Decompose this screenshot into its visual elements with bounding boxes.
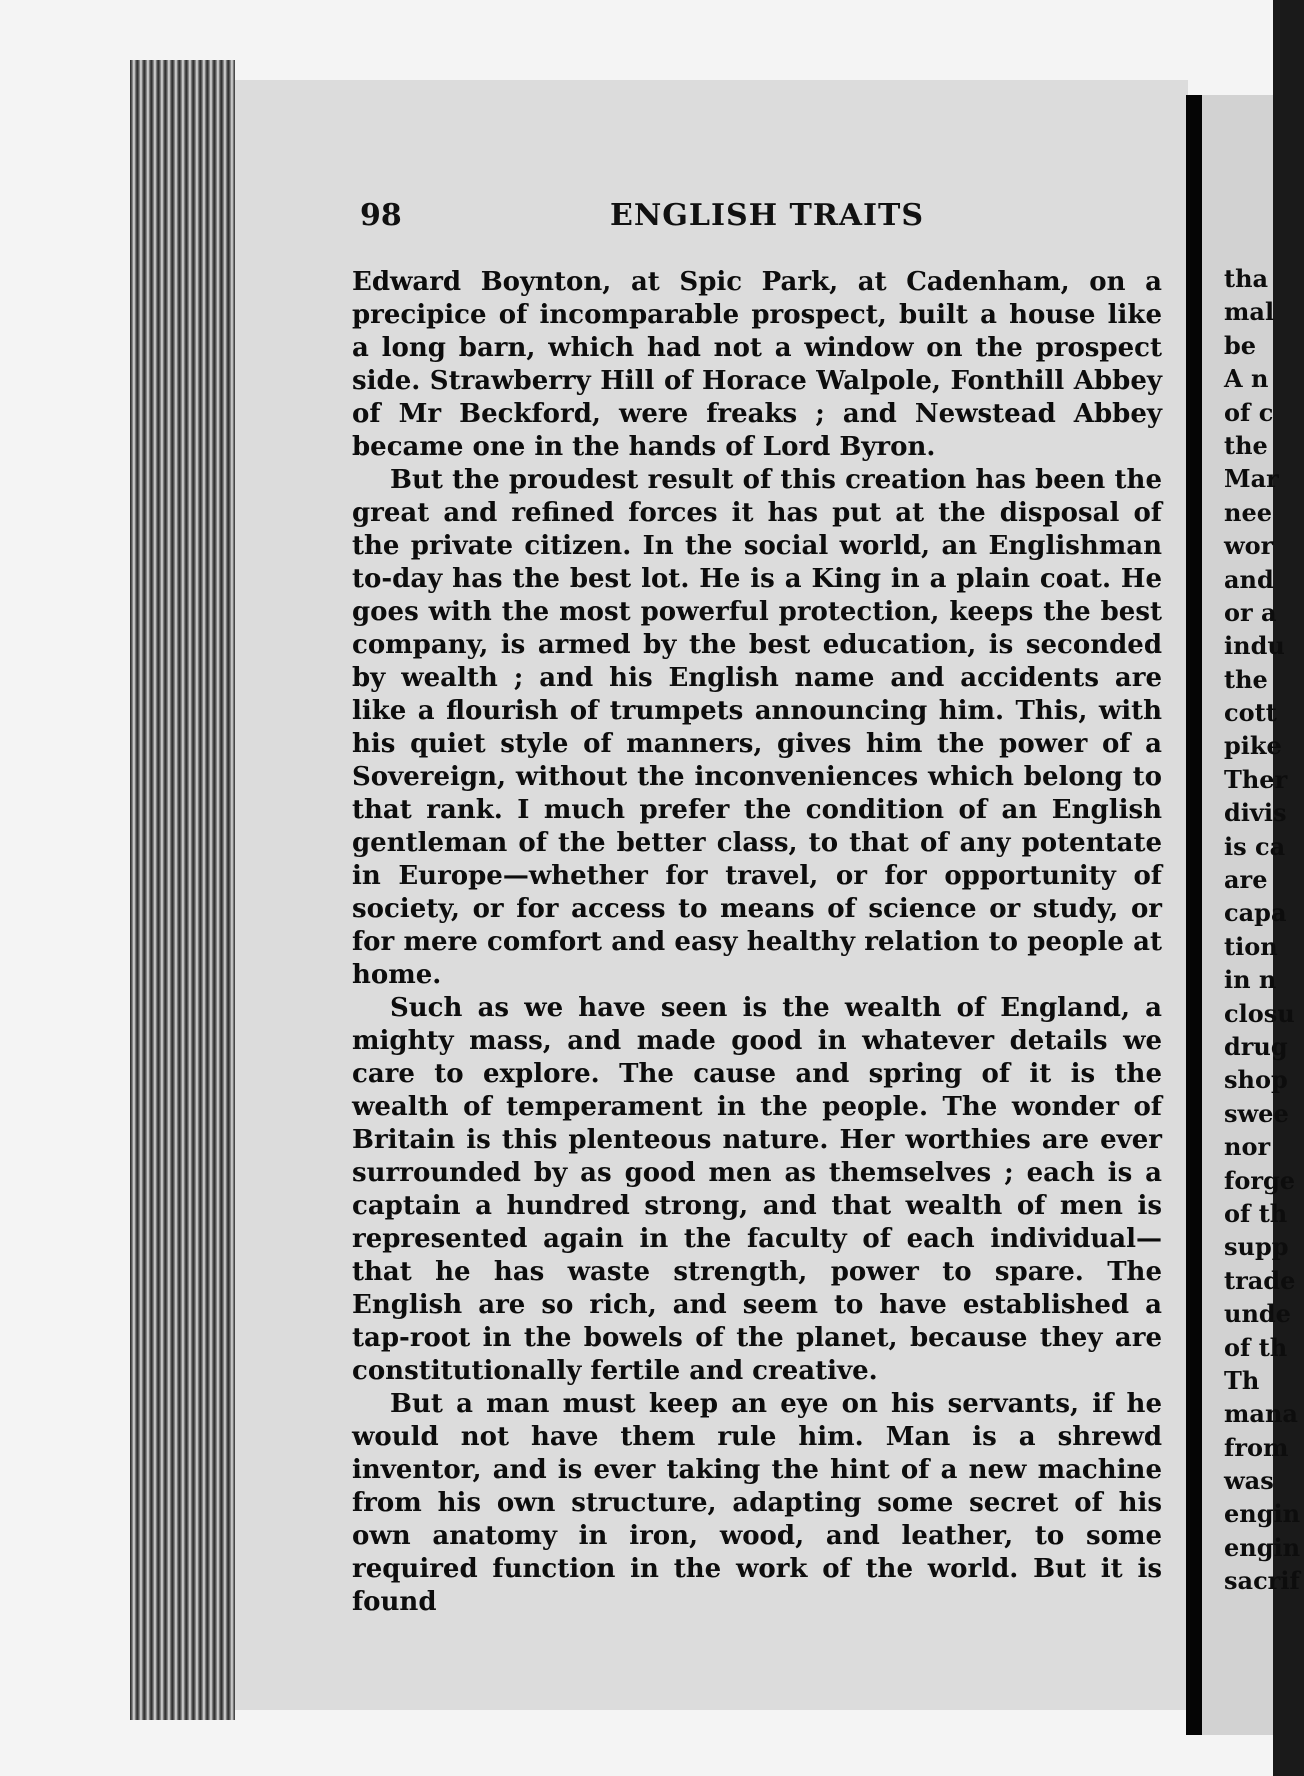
facing-page-line: shop [1224, 1065, 1288, 1095]
paragraph: But the proudest result of this creation has been the great and refined forces it has put at the disposal of the private citizen. In the social world, an Englishman to-day has the best lot. He is a King in a plain coat. He goes with the most powerful protection, keeps the best company, is armed by the best education, is seconded by wealth ; and his English name and accidents are like a flourish of trumpets announcing him. This, with his quiet style of manners, gives him the power of a Sovereign, without the inconveniences which belong to that rank. I much prefer the condition of an English gentleman of the better class, to that of any potentate in Europe—whether for travel, or for opportunity of society, or for access to means of science or study, or for mere comfort and easy healthy relation to people at home. [352, 465, 1162, 990]
facing-page-line: or a [1224, 597, 1277, 627]
page-edge-shading [130, 60, 235, 1720]
facing-page-line: nor [1224, 1132, 1271, 1162]
facing-page-line: sacrif [1224, 1566, 1300, 1596]
body-text [352, 266, 1162, 1619]
facing-page-line: in n [1224, 965, 1277, 995]
paragraph: Such as we have seen is the wealth of England, a mighty mass, and made good in whatever details we care to explore. The cause and spring of it is the wealth of temperament in the people. The wonder of Britain is this plenteous nature. Her worthies are ever surrounded by as good men as themselves ; each is a captain a hundred strong, and that wealth of men is represented again in the faculty of each individual—that he has waste strength, power to spare. The English are so rich, and seem to have established a tap-root in the bowels of the planet, because they are constitutionally fertile and creative. [352, 993, 1162, 1386]
facing-page-line: of th [1224, 1332, 1288, 1362]
facing-page-line: of c [1224, 397, 1274, 427]
facing-page-line: closu [1224, 998, 1295, 1028]
facing-page-line: are [1224, 865, 1268, 895]
facing-page-line: was [1224, 1466, 1274, 1496]
facing-page-line: indu [1224, 631, 1285, 661]
facing-page-line: tion [1224, 931, 1278, 961]
facing-page-line: tha [1224, 264, 1269, 293]
paragraph: But a man must keep an eye on his servants, if he would not have them rule him. Man is a shrewd inventor, and is ever taking the hint of a new machine from his own structure, adapting some secret of his own anatomy in iron, wood, and leather, to some required function in the work of the world. But it is found [352, 1389, 1162, 1617]
facing-page-line: nee [1224, 497, 1272, 527]
facing-page-line: capa [1224, 898, 1287, 928]
facing-page-line: pike [1224, 731, 1282, 761]
facing-page-line: be [1224, 330, 1257, 360]
facing-page-line: engin [1224, 1532, 1301, 1562]
facing-page-line: mal [1224, 297, 1275, 327]
facing-page-line: the [1224, 430, 1268, 460]
facing-page-line: swee [1224, 1098, 1289, 1128]
facing-page-line: divis [1224, 798, 1287, 828]
facing-page-line: Th [1224, 1365, 1260, 1395]
facing-page-text [1224, 262, 1304, 1598]
facing-page-line: unde [1224, 1299, 1291, 1329]
book-title: ENGLISH TRAITS [610, 198, 925, 233]
facing-page-line: and [1224, 564, 1274, 594]
facing-page-line: of th [1224, 1198, 1288, 1228]
book-spine [1186, 95, 1202, 1735]
facing-page-line: forge [1224, 1165, 1296, 1195]
facing-page-line: wor [1224, 531, 1274, 561]
facing-page-line: A n [1224, 364, 1269, 394]
facing-page-line: Ther [1224, 764, 1288, 794]
facing-page-line: from [1224, 1432, 1289, 1462]
facing-page-line: cott [1224, 698, 1277, 728]
facing-page-line: is ca [1224, 831, 1286, 861]
facing-page-line: trade [1224, 1265, 1296, 1295]
facing-page-line: mana [1224, 1399, 1298, 1429]
running-head [360, 198, 1160, 238]
facing-page-line: supp [1224, 1232, 1289, 1262]
paragraph: Edward Boynton, at Spic Park, at Cadenham, on a precipice of incomparable prospect, built a house like a long barn, which had not a window on the prospect side. Strawberry Hill of Horace Walpole, Fonthill Abbey of Mr Beckford, were freaks ; and Newstead Abbey became one in the hands of Lord Byron. [352, 267, 1162, 462]
facing-page-line: engin [1224, 1499, 1301, 1529]
facing-page-line: Mar [1224, 464, 1279, 494]
facing-page-line: the [1224, 664, 1268, 694]
page-number: 98 [360, 198, 402, 233]
facing-page-line: drug [1224, 1031, 1288, 1061]
